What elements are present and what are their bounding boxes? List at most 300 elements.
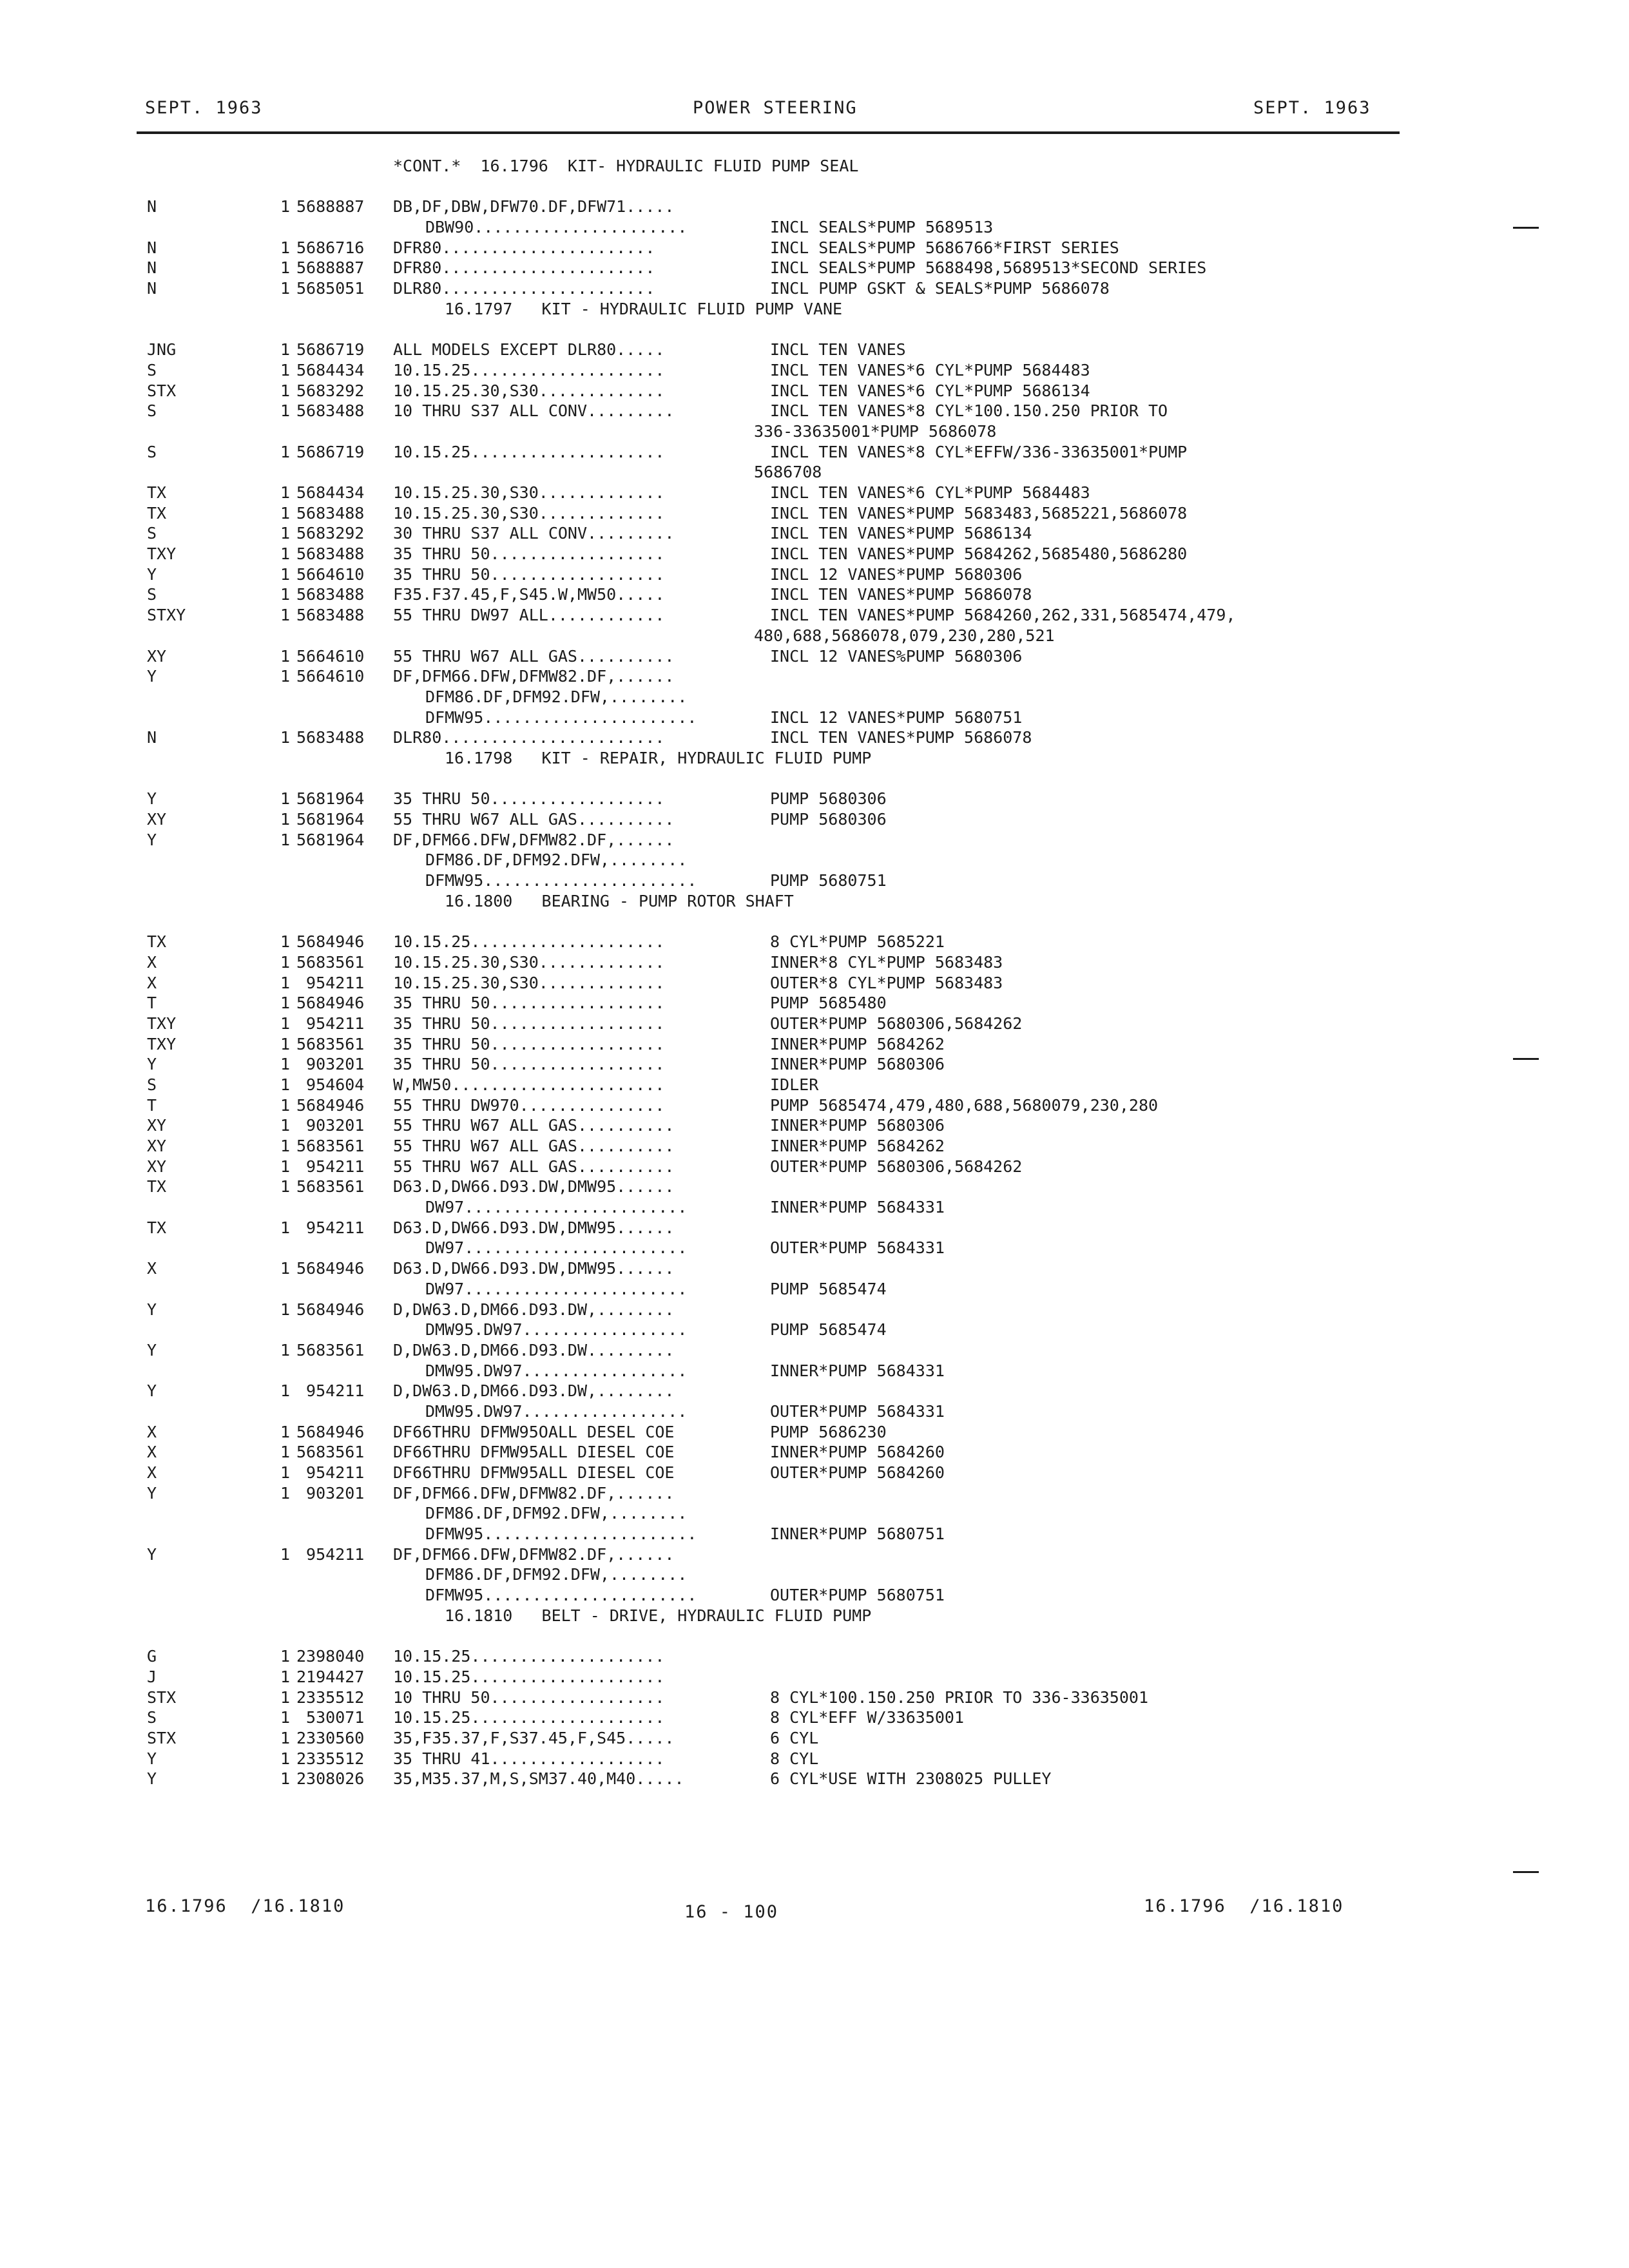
part-description: INCL TEN VANES <box>770 340 906 360</box>
catalog-code: Y <box>147 667 157 686</box>
catalog-code: XY <box>147 646 167 666</box>
table-row <box>0 1401 1629 1422</box>
part-number: 954211 <box>296 1381 365 1401</box>
part-description: INNER*PUMP 5684331 <box>770 1198 945 1217</box>
quantity: 1 <box>280 1055 291 1074</box>
part-description: INNER*PUMP 5680306 <box>770 1055 945 1074</box>
part-description: INNER*PUMP 5684331 <box>770 1361 945 1380</box>
table-row <box>0 1769 1629 1789</box>
model-application: DFM86.DF,DFM92.DFW,........ <box>425 687 688 706</box>
header-rule <box>137 131 1400 134</box>
part-number: 5683292 <box>296 381 365 400</box>
quantity: 1 <box>280 1483 291 1503</box>
table-row <box>0 1381 1629 1401</box>
table-row <box>0 1564 1629 1585</box>
section-title-row <box>0 299 1629 320</box>
table-row <box>0 1238 1629 1258</box>
section-title-row <box>0 1606 1629 1626</box>
quantity: 1 <box>280 1157 291 1176</box>
part-number: 5684946 <box>296 1422 365 1441</box>
table-row <box>0 993 1629 1014</box>
part-number: 2335512 <box>296 1687 365 1707</box>
part-description: INCL PUMP GSKT & SEALS*PUMP 5686078 <box>770 279 1110 298</box>
part-number: 5683488 <box>296 503 365 523</box>
quantity: 1 <box>280 401 291 421</box>
model-application: 10.15.25.................... <box>393 442 665 461</box>
section-title: 16.1797 KIT - HYDRAULIC FLUID PUMP VANE <box>445 299 843 318</box>
table-row <box>0 1054 1629 1075</box>
part-description: INNER*PUMP 5684262 <box>770 1137 945 1155</box>
catalog-code: TXY <box>147 1014 177 1033</box>
catalog-code: TXY <box>147 1034 177 1053</box>
part-number: 2330560 <box>296 1728 365 1747</box>
model-application: D63.D,DW66.D93.DW,DMW95...... <box>393 1177 675 1196</box>
catalog-code: STX <box>147 1687 177 1707</box>
table-row <box>0 1340 1629 1361</box>
model-application: 35 THRU 50.................. <box>393 1014 665 1033</box>
table-row <box>0 973 1629 994</box>
part-description: INCL TEN VANES*8 CYL*EFFW/336-33635001*PUMP <box>770 442 1188 461</box>
quantity: 1 <box>280 340 291 360</box>
table-row <box>0 381 1629 401</box>
quantity: 1 <box>280 994 291 1013</box>
model-application: DW97....................... <box>425 1198 688 1217</box>
catalog-code: X <box>147 1443 157 1462</box>
part-description: INCL SEALS*PUMP 5688498,5689513*SECOND SERIES <box>770 258 1207 278</box>
part-description: 6 CYL*USE WITH 2308025 PULLEY <box>770 1769 1052 1789</box>
quantity: 1 <box>280 1769 291 1789</box>
table-row <box>0 1749 1629 1769</box>
catalog-code: Y <box>147 1340 157 1360</box>
catalog-code: STX <box>147 1728 177 1747</box>
table-row <box>0 1544 1629 1565</box>
catalog-code: TX <box>147 483 167 502</box>
catalog-code: Y <box>147 1055 157 1074</box>
quantity: 1 <box>280 1116 291 1135</box>
table-row <box>0 1728 1629 1749</box>
catalog-code: STX <box>147 381 177 400</box>
quantity: 1 <box>280 381 291 400</box>
model-application: 35,F35.37,F,S37.45,F,S45..... <box>393 1728 675 1747</box>
catalog-code: N <box>147 197 157 216</box>
table-row <box>0 1646 1629 1667</box>
model-application: D63.D,DW66.D93.DW,DMW95...... <box>393 1259 675 1278</box>
table-row <box>0 830 1629 850</box>
model-application: DFM86.DF,DFM92.DFW,........ <box>425 850 688 870</box>
part-number: 5664610 <box>296 564 365 584</box>
part-description: INNER*PUMP 5684260 <box>770 1443 945 1462</box>
table-row <box>0 1218 1629 1238</box>
part-number: 5683488 <box>296 606 365 625</box>
model-application: DFMW95...................... <box>425 707 697 727</box>
model-application: DW97....................... <box>425 1279 688 1298</box>
quantity: 1 <box>280 1443 291 1462</box>
table-row <box>0 503 1629 524</box>
section-title: 16.1798 KIT - REPAIR, HYDRAULIC FLUID PUMP <box>445 748 872 767</box>
table-row <box>0 197 1629 217</box>
model-application: 35 THRU 50.................. <box>393 1055 665 1074</box>
table-row <box>0 1197 1629 1218</box>
model-application: 35 THRU 50.................. <box>393 994 665 1013</box>
part-number: 2308026 <box>296 1769 365 1789</box>
quantity: 1 <box>280 442 291 461</box>
table-row <box>0 932 1629 952</box>
part-number: 954211 <box>296 973 365 992</box>
model-application: 35,M35.37,M,S,SM37.40,M40..... <box>393 1769 684 1789</box>
quantity: 1 <box>280 503 291 523</box>
catalog-code: Y <box>147 564 157 584</box>
quantity: 1 <box>280 1095 291 1115</box>
table-row <box>0 1279 1629 1300</box>
quantity: 1 <box>280 1300 291 1319</box>
part-description: PUMP 5685474 <box>770 1320 887 1340</box>
model-application: DLR80....................... <box>393 728 665 747</box>
table-row <box>0 1707 1629 1728</box>
catalog-code: N <box>147 238 157 257</box>
model-application: 55 THRU W67 ALL GAS.......... <box>393 810 675 829</box>
table-row <box>0 1115 1629 1136</box>
part-description: 8 CYL*100.150.250 PRIOR TO 336-33635001 <box>770 1687 1148 1707</box>
catalog-code: XY <box>147 1116 167 1135</box>
part-description: OUTER*PUMP 5684331 <box>770 1238 945 1258</box>
part-description: PUMP 5685480 <box>770 994 887 1013</box>
catalog-code: N <box>147 279 157 298</box>
catalog-code: Y <box>147 1769 157 1789</box>
table-row <box>0 1075 1629 1095</box>
part-description: INCL SEALS*PUMP 5689513 <box>770 218 994 237</box>
table-row <box>0 544 1629 564</box>
table-row <box>0 1361 1629 1381</box>
part-description: 8 CYL*PUMP 5685221 <box>770 932 945 952</box>
part-description: 6 CYL <box>770 1728 819 1747</box>
quantity: 1 <box>280 1463 291 1482</box>
quantity: 1 <box>280 667 291 686</box>
parts-section <box>0 156 1629 299</box>
part-number: 5681964 <box>296 789 365 809</box>
part-description: INCL TEN VANES*PUMP 5683483,5685221,5686078 <box>770 503 1188 523</box>
model-application: 35 THRU 50.................. <box>393 1034 665 1053</box>
table-row <box>0 727 1629 748</box>
part-number: 5684946 <box>296 1300 365 1319</box>
part-number: 903201 <box>296 1483 365 1503</box>
model-application: 35 THRU 50.................. <box>393 544 665 564</box>
section-title: 16.1800 BEARING - PUMP ROTOR SHAFT <box>445 891 794 910</box>
quantity: 1 <box>280 1667 291 1686</box>
margin-tick <box>1513 227 1539 229</box>
quantity: 1 <box>280 1749 291 1768</box>
table-row <box>0 1258 1629 1279</box>
catalog-code: G <box>147 1647 157 1666</box>
model-application: DW97....................... <box>425 1238 688 1258</box>
model-application: DF,DFM66.DFW,DFMW82.DF,...... <box>393 1544 675 1564</box>
model-application: D63.D,DW66.D93.DW,DMW95...... <box>393 1218 675 1237</box>
model-application: 30 THRU S37 ALL CONV......... <box>393 524 675 543</box>
model-application: DFM86.DF,DFM92.DFW,........ <box>425 1565 688 1584</box>
catalog-code: Y <box>147 789 157 809</box>
model-application: D,DW63.D,DM66.D93.DW,........ <box>393 1381 675 1401</box>
part-description: INCL TEN VANES*PUMP 5684262,5685480,5686280 <box>770 544 1188 564</box>
part-number: 5683561 <box>296 1177 365 1196</box>
part-description: OUTER*8 CYL*PUMP 5683483 <box>770 973 1003 992</box>
part-description: PUMP 5686230 <box>770 1422 887 1441</box>
table-row <box>0 1687 1629 1708</box>
table-row <box>0 1503 1629 1524</box>
part-number: 5683561 <box>296 1443 365 1462</box>
part-number: 5683488 <box>296 401 365 421</box>
table-row <box>0 789 1629 809</box>
catalog-code: TX <box>147 1218 167 1237</box>
part-number: 5683561 <box>296 1034 365 1053</box>
model-application: DF66THRU DFMW95OALL DESEL COE <box>393 1422 675 1441</box>
section-title-row <box>0 891 1629 912</box>
model-application: 10.15.25.................... <box>393 1647 665 1666</box>
section-title: 16.1810 BELT - DRIVE, HYDRAULIC FLUID PUMP <box>445 1606 872 1625</box>
table-row <box>0 523 1629 544</box>
part-number: 5683561 <box>296 952 365 972</box>
part-description: OUTER*PUMP 5680306,5684262 <box>770 1157 1023 1176</box>
part-number: 5684946 <box>296 1095 365 1115</box>
catalog-code: JNG <box>147 340 177 360</box>
part-number: 2398040 <box>296 1647 365 1666</box>
model-application: 10 THRU S37 ALL CONV......... <box>393 401 675 421</box>
model-application: DFMW95...................... <box>425 871 697 890</box>
quantity: 1 <box>280 1034 291 1053</box>
part-description: INCL 12 VANES*PUMP 5680306 <box>770 564 1023 584</box>
part-description: 5686708 <box>754 463 822 482</box>
parts-section <box>0 748 1629 891</box>
model-application: W,MW50...................... <box>393 1075 665 1094</box>
quantity: 1 <box>280 524 291 543</box>
catalog-code: Y <box>147 1544 157 1564</box>
parts-listing <box>0 156 1629 1789</box>
model-application: D,DW63.D,DM66.D93.DW,........ <box>393 1300 675 1319</box>
part-number: 5688887 <box>296 197 365 216</box>
catalog-code: S <box>147 442 157 461</box>
quantity: 1 <box>280 1647 291 1666</box>
table-row <box>0 238 1629 258</box>
part-number: 5681964 <box>296 810 365 829</box>
quantity: 1 <box>280 1014 291 1033</box>
catalog-code: J <box>147 1667 157 1686</box>
blank-line <box>0 1626 1629 1647</box>
part-number: 2335512 <box>296 1749 365 1768</box>
part-description: OUTER*PUMP 5684260 <box>770 1463 945 1482</box>
model-application: DF,DFM66.DFW,DFMW82.DF,...... <box>393 830 675 849</box>
catalog-code: Y <box>147 1749 157 1768</box>
table-row <box>0 1463 1629 1483</box>
table-row <box>0 421 1629 442</box>
header-date-left: SEPT. 1963 <box>145 98 263 118</box>
part-description: INCL 12 VANES*PUMP 5680751 <box>770 707 1023 727</box>
part-number: 5664610 <box>296 646 365 666</box>
catalog-code: N <box>147 728 157 747</box>
quantity: 1 <box>280 646 291 666</box>
quantity: 1 <box>280 585 291 604</box>
table-row <box>0 217 1629 238</box>
model-application: DFM86.DF,DFM92.DFW,........ <box>425 1504 688 1523</box>
quantity: 1 <box>280 1259 291 1278</box>
part-number: 5683561 <box>296 1340 365 1360</box>
part-number: 5684434 <box>296 360 365 380</box>
model-application: 10.15.25.................... <box>393 932 665 952</box>
catalog-code: XY <box>147 1157 167 1176</box>
header-title: POWER STEERING <box>693 98 858 118</box>
part-number: 903201 <box>296 1055 365 1074</box>
table-row <box>0 850 1629 870</box>
catalog-code: S <box>147 360 157 380</box>
table-row <box>0 809 1629 830</box>
catalog-code: S <box>147 1708 157 1727</box>
catalog-code: X <box>147 1463 157 1482</box>
part-description: OUTER*PUMP 5680751 <box>770 1586 945 1605</box>
model-application: DB,DF,DBW,DFW70.DF,DFW71..... <box>393 197 675 216</box>
quantity: 1 <box>280 1218 291 1237</box>
part-description: INNER*8 CYL*PUMP 5683483 <box>770 952 1003 972</box>
part-number: 5681964 <box>296 830 365 849</box>
blank-line <box>0 177 1629 197</box>
table-row <box>0 564 1629 585</box>
model-application: DMW95.DW97................. <box>425 1320 688 1340</box>
table-row <box>0 258 1629 278</box>
quantity: 1 <box>280 1381 291 1401</box>
catalog-code: X <box>147 1259 157 1278</box>
part-number: 5683561 <box>296 1137 365 1155</box>
part-description: INCL TEN VANES*6 CYL*PUMP 5684483 <box>770 483 1090 502</box>
quantity: 1 <box>280 789 291 809</box>
model-application: 10.15.25.................... <box>393 360 665 380</box>
part-number: 5683488 <box>296 585 365 604</box>
part-number: 5686719 <box>296 442 365 461</box>
part-number: 2194427 <box>296 1667 365 1686</box>
quantity: 1 <box>280 1708 291 1727</box>
quantity: 1 <box>280 1340 291 1360</box>
part-number: 5684946 <box>296 1259 365 1278</box>
part-number: 5684434 <box>296 483 365 502</box>
quantity: 1 <box>280 606 291 625</box>
model-application: 10.15.25.30,S30............. <box>393 483 665 502</box>
table-row <box>0 1422 1629 1443</box>
part-description: 8 CYL*EFF W/33635001 <box>770 1708 965 1727</box>
table-row <box>0 870 1629 891</box>
part-description: 8 CYL <box>770 1749 819 1768</box>
table-row <box>0 707 1629 728</box>
model-application: DFR80...................... <box>393 238 655 257</box>
part-description: PUMP 5685474 <box>770 1279 887 1298</box>
model-application: DFMW95...................... <box>425 1524 697 1544</box>
part-number: 5686716 <box>296 238 365 257</box>
table-row <box>0 1095 1629 1116</box>
table-row <box>0 646 1629 667</box>
quantity: 1 <box>280 830 291 849</box>
quantity: 1 <box>280 279 291 298</box>
table-row <box>0 1014 1629 1034</box>
table-row <box>0 360 1629 381</box>
catalog-code: S <box>147 401 157 421</box>
model-application: DF,DFM66.DFW,DFMW82.DF,...... <box>393 667 675 686</box>
blank-line <box>0 769 1629 789</box>
model-application: DBW90...................... <box>425 218 688 237</box>
model-application: F35.F37.45,F,S45.W,MW50..... <box>393 585 665 604</box>
model-application: DFMW95...................... <box>425 1586 697 1605</box>
catalog-code: S <box>147 1075 157 1094</box>
model-application: 10 THRU 50.................. <box>393 1687 665 1707</box>
margin-tick <box>1513 1058 1539 1060</box>
parts-section <box>0 299 1629 748</box>
model-application: DF66THRU DFMW95ALL DIESEL COE <box>393 1443 675 1462</box>
model-application: 10.15.25.................... <box>393 1708 665 1727</box>
table-row <box>0 1320 1629 1340</box>
quantity: 1 <box>280 483 291 502</box>
quantity: 1 <box>280 973 291 992</box>
header-date-right: SEPT. 1963 <box>1253 98 1371 118</box>
section-title-row <box>0 748 1629 769</box>
blank-line <box>0 320 1629 340</box>
model-application: 35 THRU 50.................. <box>393 564 665 584</box>
quantity: 1 <box>280 238 291 257</box>
quantity: 1 <box>280 1422 291 1441</box>
quantity: 1 <box>280 1687 291 1707</box>
part-number: 5683292 <box>296 524 365 543</box>
model-application: 10.15.25.................... <box>393 1667 665 1686</box>
table-row <box>0 1157 1629 1177</box>
catalog-code: S <box>147 524 157 543</box>
part-description: INNER*PUMP 5680751 <box>770 1524 945 1544</box>
blank-line <box>0 911 1629 932</box>
model-application: DMW95.DW97................. <box>425 1361 688 1380</box>
quantity: 1 <box>280 258 291 278</box>
model-application: DF66THRU DFMW95ALL DIESEL COE <box>393 1463 675 1482</box>
catalog-code: Y <box>147 1381 157 1401</box>
part-number: 530071 <box>296 1708 365 1727</box>
footer-page-number: 16 - 100 <box>684 1902 779 1922</box>
table-row <box>0 687 1629 707</box>
part-number: 5684946 <box>296 994 365 1013</box>
model-application: 10.15.25.30,S30............. <box>393 381 665 400</box>
part-description: INCL TEN VANES*PUMP 5686078 <box>770 585 1032 604</box>
quantity: 1 <box>280 1544 291 1564</box>
model-application: 35 THRU 41.................. <box>393 1749 665 1768</box>
catalog-code: XY <box>147 810 167 829</box>
table-row <box>0 401 1629 421</box>
catalog-code: TXY <box>147 544 177 564</box>
table-row <box>0 442 1629 463</box>
part-number: 5664610 <box>296 667 365 686</box>
table-row <box>0 952 1629 973</box>
quantity: 1 <box>280 197 291 216</box>
quantity: 1 <box>280 1177 291 1196</box>
table-row <box>0 1177 1629 1197</box>
table-row <box>0 626 1629 646</box>
catalog-code: Y <box>147 1300 157 1319</box>
table-row <box>0 1300 1629 1320</box>
part-number: 954211 <box>296 1157 365 1176</box>
part-description: INCL TEN VANES*PUMP 5686134 <box>770 524 1032 543</box>
quantity: 1 <box>280 1728 291 1747</box>
catalog-code: X <box>147 952 157 972</box>
part-description: INCL TEN VANES*PUMP 5684260,262,331,5685474,479, <box>770 606 1236 625</box>
catalog-code: T <box>147 1095 157 1115</box>
catalog-code: Y <box>147 830 157 849</box>
catalog-code: N <box>147 258 157 278</box>
catalog-code: S <box>147 585 157 604</box>
table-row <box>0 584 1629 605</box>
model-application: DFR80...................... <box>393 258 655 278</box>
part-number: 5688887 <box>296 258 365 278</box>
quantity: 1 <box>280 1137 291 1155</box>
part-number: 954211 <box>296 1544 365 1564</box>
model-application: DLR80...................... <box>393 279 655 298</box>
model-application: DF,DFM66.DFW,DFMW82.DF,...... <box>393 1483 675 1503</box>
